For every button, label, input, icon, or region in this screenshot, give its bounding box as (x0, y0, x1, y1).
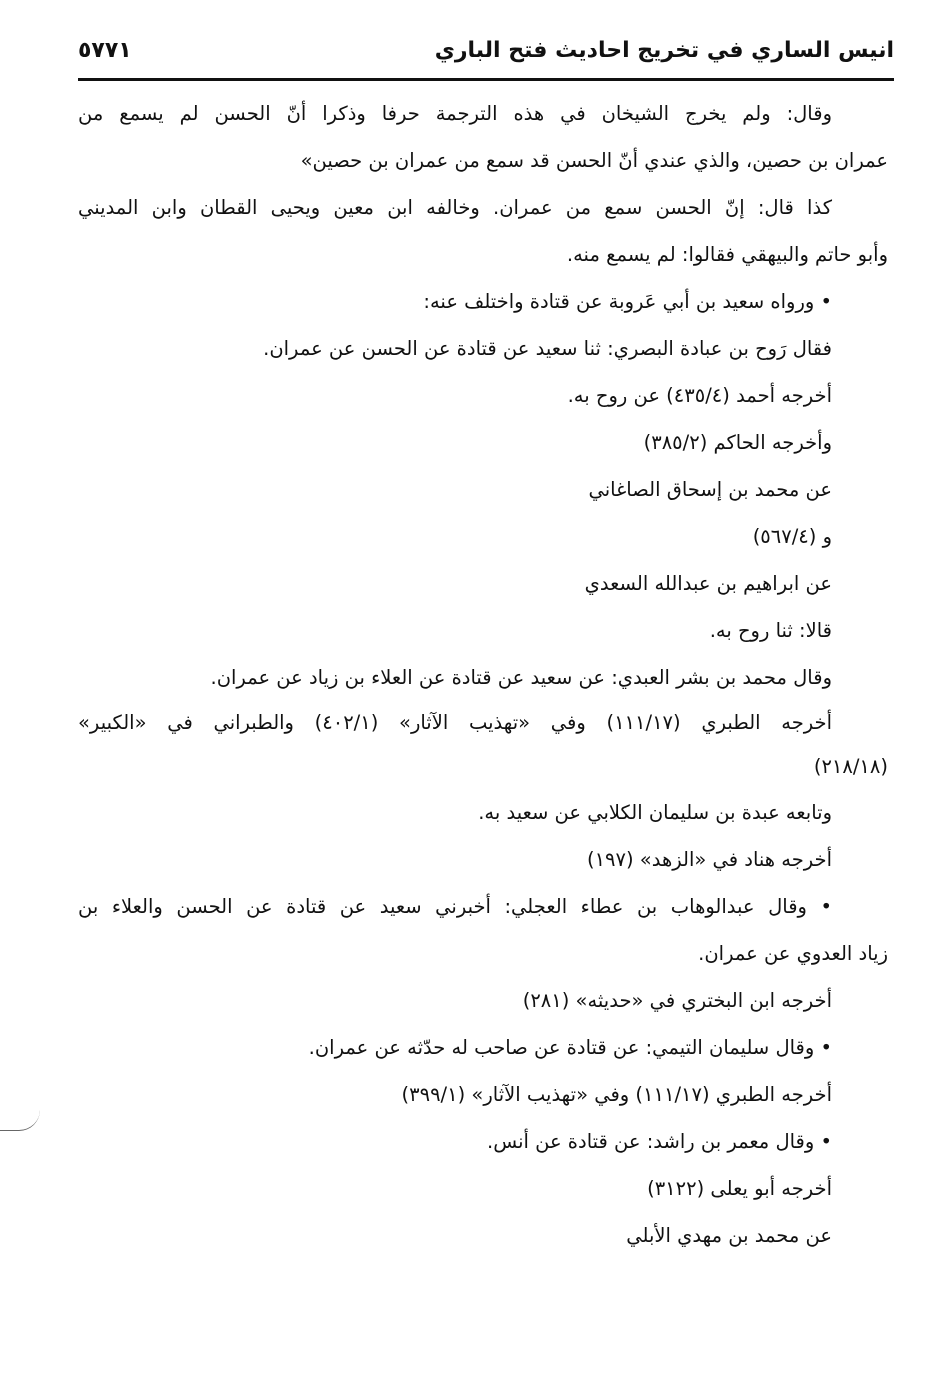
text-line: أخرجه الطبري (١١١/١٧) وفي «تهذيب الآثار» (٣٩٩/١) (401, 1083, 832, 1106)
text-line: وأبو حاتم والبيهقي فقالوا: لم يسمع منه. (566, 243, 888, 266)
text-line: أخرجه الطبري (١١١/١٧) وفي «تهذيب الآثار» (٤٠٢/١) والطبراني في «الكبير» (78, 711, 832, 734)
text-line: وأخرجه الحاكم (٣٨٥/٢) (643, 431, 832, 454)
text-line: وتابعه عبدة بن سليمان الكلابي عن سعيد به. (478, 801, 832, 824)
text-line: زياد العدوي عن عمران. (698, 942, 888, 965)
text-line: (٢١٨/١٨) (813, 755, 888, 778)
text-line: وقال محمد بن بشر العبدي: عن سعيد عن قتادة عن العلاء بن زياد عن عمران. (210, 666, 832, 689)
text-line: أخرجه أبو يعلى (٣١٢٢) (647, 1177, 832, 1200)
margin-scan-mark (0, 1110, 40, 1131)
text-line: أخرجه ابن البختري في «حديثه» (٢٨١) (522, 989, 832, 1012)
text-line: أخرجه هناد في «الزهد» (١٩٧) (586, 848, 832, 871)
page-number: ٥٧٧١ (78, 38, 132, 63)
text-line: عن محمد بن مهدي الأبلي (626, 1224, 832, 1247)
text-line: فقال رَوح بن عبادة البصري: ثنا سعيد عن قتادة عن الحسن عن عمران. (263, 337, 832, 360)
text-line: • وقال معمر بن راشد: عن قتادة عن أنس. (487, 1130, 832, 1153)
text-line: • ورواه سعيد بن أبي عَروبة عن قتادة واختلف عنه: (423, 290, 832, 313)
text-line: قالا: ثنا روح به. (709, 619, 832, 642)
page-header (78, 28, 894, 76)
text-line: • وقال سليمان التيمي: عن قتادة عن صاحب له حدّثه عن عمران. (308, 1036, 832, 1059)
header-rule (78, 78, 894, 81)
body-text (78, 90, 888, 1259)
text-line: كذا قال: إنّ الحسن سمع من عمران. وخالفه ابن معين ويحيى القطان وابن المديني (78, 196, 832, 219)
text-line: عن محمد بن إسحاق الصاغاني (588, 478, 832, 501)
text-line: • وقال عبدالوهاب بن عطاء العجلي: أخبرني سعيد عن قتادة عن الحسن والعلاء بن (78, 895, 832, 918)
running-title: انيس الساري في تخريج احاديث فتح الباري (434, 38, 894, 63)
text-line: و (٥٦٧/٤) (752, 525, 832, 548)
text-line: وقال: ولم يخرج الشيخان في هذه الترجمة حرفا وذكرا أنّ الحسن لم يسمع من (78, 102, 832, 125)
text-line: عمران بن حصين، والذي عندي أنّ الحسن قد سمع من عمران بن حصين» (300, 149, 888, 172)
text-line: عن ابراهيم بن عبدالله السعدي (584, 572, 832, 595)
text-line: أخرجه أحمد (٤٣٥/٤) عن روح به. (567, 384, 832, 407)
